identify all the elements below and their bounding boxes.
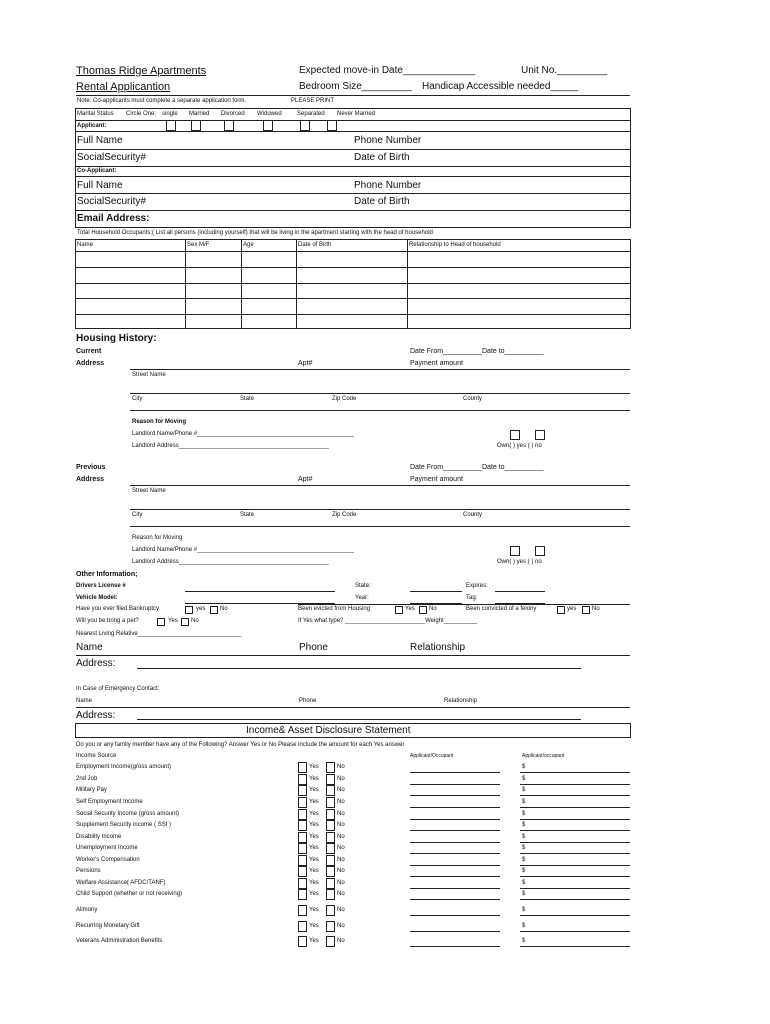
income-amount-line-1[interactable] (410, 830, 500, 831)
income-item-label: Unemployment Income (76, 845, 138, 851)
income-no-checkbox[interactable] (326, 809, 335, 820)
license-state-label: State: (355, 583, 371, 589)
own-no-checkbox[interactable] (535, 430, 545, 440)
income-amount-line-1[interactable] (410, 819, 500, 820)
landlord-address-field[interactable]: Landlord Address_____________________________________________ (132, 443, 329, 449)
occupants-table (75, 239, 631, 329)
applicant-dob-field[interactable]: Date of Birth (354, 152, 410, 163)
income-dollar-sign: $ (522, 938, 526, 944)
previous-own-yes-checkbox[interactable] (510, 546, 520, 556)
column-header-name: Name (77, 242, 94, 248)
table-row-rule (75, 298, 631, 299)
income-amount-line-1[interactable] (410, 772, 500, 773)
marital-checkbox-separated[interactable] (300, 120, 310, 131)
reason-for-moving-field[interactable]: Reason for Moving (132, 419, 187, 425)
income-no-label: No (337, 845, 345, 851)
income-amount-line-1[interactable] (410, 888, 500, 889)
income-question: Do you or any family member have any of the Following? Answer Yes or No Please include the amount for each Yes answer (76, 742, 405, 748)
income-dollar-sign: $ (522, 857, 526, 863)
marital-option-single[interactable]: single (162, 111, 178, 117)
vehicle-year-label: Year: (355, 595, 369, 601)
circle-one-label: Circle One: (126, 111, 157, 117)
co-applicant-phone-field[interactable]: Phone Number (354, 180, 422, 191)
felony-no-checkbox[interactable] (582, 606, 590, 614)
income-no-checkbox[interactable] (326, 762, 335, 773)
evicted-no-checkbox[interactable] (419, 606, 427, 614)
grid-rule (75, 131, 631, 132)
income-no-checkbox[interactable] (326, 820, 335, 831)
co-applicant-note: Note: Co-applicants must complete a separate application form. (77, 98, 247, 104)
co-applicant-label: Co-Applicant: (77, 168, 117, 174)
income-amount-line-2[interactable] (520, 819, 630, 820)
income-no-label: No (337, 857, 345, 863)
previous-reason-for-moving-field[interactable]: Reason for Moving (132, 535, 183, 541)
income-yes-label: Yes (309, 907, 319, 913)
street-name-label: Street Name (132, 488, 166, 494)
handicap-field[interactable]: Handicap Accessible needed_____ (422, 81, 579, 92)
relative-phone-label: Phone (299, 642, 328, 653)
income-col-header-2: Applicant/occupant (522, 753, 565, 759)
income-yes-label: Yes (309, 923, 319, 929)
nearest-relative-field[interactable]: Nearest Living Relative_______________________________ (76, 631, 242, 637)
income-no-label: No (337, 938, 345, 944)
income-no-label: No (337, 811, 345, 817)
bankruptcy-yes-checkbox[interactable] (185, 606, 193, 614)
table-row-rule (75, 283, 631, 284)
column-header-relationship: Relationship to Head of household (409, 242, 501, 248)
income-yes-checkbox[interactable] (298, 936, 307, 947)
vehicle-model-label: Vehicle Model: (76, 595, 118, 601)
previous-county-line[interactable] (130, 526, 630, 527)
relative-relationship-label: Relationship (410, 642, 466, 653)
income-no-checkbox[interactable] (326, 889, 335, 900)
marital-checkbox-divorced[interactable] (224, 120, 234, 131)
table-col-rule (241, 239, 242, 329)
column-header-dob: Date of Birth (298, 242, 332, 248)
current-city-line[interactable] (130, 393, 630, 394)
own-status-label: Own( ) yes ( ) no (497, 443, 542, 449)
income-no-checkbox[interactable] (326, 921, 335, 932)
income-dollar-sign: $ (522, 880, 526, 886)
income-yes-label: Yes (309, 834, 319, 840)
income-yes-label: Yes (309, 822, 319, 828)
income-yes-label: Yes (309, 764, 319, 770)
income-no-checkbox[interactable] (326, 866, 335, 877)
income-no-checkbox[interactable] (326, 797, 335, 808)
income-dollar-sign: $ (522, 776, 526, 782)
income-dollar-sign: $ (522, 923, 526, 929)
emergency-relationship-label: Relationship (444, 698, 478, 704)
income-yes-checkbox[interactable] (298, 809, 307, 820)
income-no-label: No (337, 822, 345, 828)
relative-rule (76, 655, 630, 656)
pet-yes-label: Yes (168, 618, 178, 624)
relative-address-label: Address: (76, 658, 116, 669)
income-amount-line-2[interactable] (520, 853, 630, 854)
previous-own-status-label: Own( ) yes ( ) no (497, 559, 542, 565)
previous-payment-label: Payment amount (410, 476, 463, 483)
evicted-label: Been evicted from Housing (298, 606, 371, 612)
income-dollar-sign: $ (522, 764, 526, 770)
license-expires-label: Expires: (466, 583, 488, 589)
emergency-contact-label: In Case of Emergency Contact: (76, 686, 160, 692)
income-amount-line-2[interactable] (520, 865, 630, 866)
applicant-full-name-field[interactable]: Full Name (77, 135, 123, 146)
emergency-address-label: Address: (76, 710, 116, 721)
income-item-label: Veterans Administration Benefits (76, 938, 163, 944)
evicted-yes-label: Yes (405, 606, 415, 612)
marital-checkbox-widowed[interactable] (263, 120, 273, 131)
income-amount-line-2[interactable] (520, 888, 630, 889)
income-source-label: Income Source (76, 753, 117, 759)
grid-rule (75, 210, 631, 211)
current-street-line[interactable] (130, 369, 630, 370)
current-payment-label: Payment amount (410, 360, 463, 367)
co-applicant-ssn-field[interactable]: SocialSecurity# (77, 196, 146, 207)
column-header-sex: Sex M/F (187, 242, 210, 248)
income-amount-line-1[interactable] (410, 807, 500, 808)
previous-label: Previous (76, 464, 106, 471)
income-yes-label: Yes (309, 787, 319, 793)
income-amount-line-1[interactable] (410, 842, 500, 843)
income-item-label: Disability Income (76, 834, 122, 840)
previous-date-range-field[interactable]: Date From__________Date to__________ (410, 464, 544, 471)
income-no-checkbox[interactable] (326, 774, 335, 785)
bankruptcy-no-label: No (220, 606, 228, 612)
income-amount-line-1[interactable] (410, 899, 500, 900)
income-item-label: Recurring Monetary Gift (76, 923, 140, 929)
income-item-label: Pensions (76, 868, 101, 874)
relative-address-line[interactable] (137, 668, 581, 669)
income-no-label: No (337, 923, 345, 929)
form-title: Rental Applicantion (76, 81, 171, 93)
emergency-address-line[interactable] (137, 719, 581, 720)
table-col-rule (185, 239, 186, 329)
income-dollar-sign: $ (522, 787, 526, 793)
income-amount-line-1[interactable] (410, 865, 500, 866)
income-no-label: No (337, 907, 345, 913)
state-label: State (240, 512, 255, 518)
drivers-license-label: Drivers License # (76, 583, 126, 589)
income-yes-checkbox[interactable] (298, 866, 307, 877)
bankruptcy-label: Have you ever filed Bankruptcy (76, 606, 160, 612)
applicant-ssn-field[interactable]: SocialSecurity# (77, 152, 146, 163)
income-yes-checkbox[interactable] (298, 785, 307, 796)
income-item-label: Alimony (76, 907, 98, 913)
income-yes-label: Yes (309, 799, 319, 805)
income-amount-line-2[interactable] (520, 842, 630, 843)
own-yes-checkbox[interactable] (510, 430, 520, 440)
income-no-label: No (337, 868, 345, 874)
income-yes-label: Yes (309, 845, 319, 851)
table-col-rule (296, 239, 297, 329)
current-date-range-field[interactable]: Date From__________Date to__________ (410, 348, 544, 355)
income-dollar-sign: $ (522, 834, 526, 840)
street-name-label: Street Name (132, 372, 166, 378)
income-item-label: Social Security Income (gross amount) (76, 811, 180, 817)
current-apt-label: Apt# (298, 360, 313, 367)
relative-name-label: Name (76, 642, 103, 653)
grid-rule (75, 176, 631, 177)
income-yes-label: Yes (309, 891, 319, 897)
marital-option-married[interactable]: Married (189, 111, 210, 117)
income-amount-line-2[interactable] (520, 795, 630, 796)
income-item-label: Supplement Security income ( SSI ) (76, 822, 172, 828)
previous-landlord-name-phone-field[interactable]: Landlord Name/Phone #_______________________________________________ (132, 547, 354, 553)
current-address-label: Address (76, 360, 105, 367)
header-rule (76, 95, 630, 96)
income-dollar-sign: $ (522, 811, 526, 817)
income-dollar-sign: $ (522, 822, 526, 828)
felony-yes-label: yes (567, 606, 577, 612)
income-no-checkbox[interactable] (326, 878, 335, 889)
income-amount-line-2[interactable] (520, 946, 630, 947)
income-item-label: Employment Income(gross amount) (76, 764, 172, 770)
income-amount-line-2[interactable] (520, 784, 630, 785)
income-yes-label: Yes (309, 880, 319, 886)
income-yes-checkbox[interactable] (298, 878, 307, 889)
marital-checkbox-never-married[interactable] (327, 120, 337, 131)
county-label: County (463, 396, 483, 402)
income-yes-checkbox[interactable] (298, 905, 307, 916)
table-col-rule (407, 239, 408, 329)
move-in-date-field[interactable]: Expected move-in Date_____________ (299, 65, 476, 76)
other-information-title: Other Information; (76, 571, 138, 578)
previous-address-label: Address (76, 476, 105, 483)
income-yes-label: Yes (309, 868, 319, 874)
income-amount-line-2[interactable] (520, 772, 630, 773)
income-amount-line-1[interactable] (410, 946, 500, 947)
income-no-checkbox[interactable] (326, 843, 335, 854)
income-yes-checkbox[interactable] (298, 797, 307, 808)
income-no-label: No (337, 880, 345, 886)
state-label: State (240, 396, 255, 402)
current-label: Current (76, 348, 102, 355)
license-expires-line[interactable] (495, 591, 545, 592)
pet-no-checkbox[interactable] (181, 618, 189, 626)
co-applicant-full-name-field[interactable]: Full Name (77, 180, 123, 191)
table-row-rule (75, 251, 631, 252)
income-amount-line-1[interactable] (410, 795, 500, 796)
income-item-label: Welfare Assistance( AFDC/TANF) (76, 880, 166, 886)
income-no-label: No (337, 764, 345, 770)
income-no-checkbox[interactable] (326, 855, 335, 866)
current-county-line[interactable] (130, 410, 630, 411)
marital-checkbox-married[interactable] (191, 120, 201, 131)
income-dollar-sign: $ (522, 907, 526, 913)
grid-rule (75, 193, 631, 194)
email-address-field[interactable]: Email Address: (77, 213, 150, 224)
income-yes-checkbox[interactable] (298, 832, 307, 843)
income-yes-label: Yes (309, 857, 319, 863)
income-amount-line-1[interactable] (410, 915, 500, 916)
marital-status-label: Marital Status (77, 111, 114, 117)
grid-rule (75, 166, 631, 167)
income-amount-line-2[interactable] (520, 931, 630, 932)
income-yes-label: Yes (309, 938, 319, 944)
felony-label: Been convicted of a felony (466, 606, 537, 612)
income-yes-checkbox[interactable] (298, 774, 307, 785)
income-amount-line-2[interactable] (520, 830, 630, 831)
pet-yes-checkbox[interactable] (157, 618, 165, 626)
income-col-header-1: Applicant/Occupant (410, 753, 454, 759)
city-label: City (132, 512, 143, 518)
previous-city-line[interactable] (130, 509, 630, 510)
felony-yes-checkbox[interactable] (557, 606, 565, 614)
income-yes-label: Yes (309, 811, 319, 817)
co-applicant-dob-field[interactable]: Date of Birth (354, 196, 410, 207)
zip-code-label: Zip Code (332, 396, 357, 402)
please-print-note: PLEASE PRINT (291, 98, 335, 104)
evicted-no-label: No (429, 606, 437, 612)
income-no-checkbox[interactable] (326, 832, 335, 843)
column-header-age: Age (243, 242, 254, 248)
income-dollar-sign: $ (522, 799, 526, 805)
landlord-name-phone-field[interactable]: Landlord Name/Phone #_______________________________________________ (132, 431, 354, 437)
housing-history-title: Housing History: (76, 333, 157, 344)
zip-code-label: Zip Code (332, 512, 357, 518)
applicant-phone-field[interactable]: Phone Number (354, 135, 422, 146)
grid-rule (75, 120, 631, 121)
city-label: City (132, 396, 143, 402)
bedroom-size-field[interactable]: Bedroom Size_________ (299, 81, 412, 92)
marital-option-widowed[interactable]: Widowed (257, 111, 282, 117)
income-yes-checkbox[interactable] (298, 820, 307, 831)
bankruptcy-yes-label: yes (196, 606, 206, 612)
income-amount-line-1[interactable] (410, 784, 500, 785)
pet-label: Will you be bring a pet? (76, 618, 139, 624)
income-dollar-sign: $ (522, 868, 526, 874)
income-dollar-sign: $ (522, 891, 526, 897)
grid-rule (75, 149, 631, 150)
income-section-title: Income& Asset Disclosure Statement (246, 725, 411, 736)
income-item-label: 2nd Job (76, 776, 98, 782)
income-yes-checkbox[interactable] (298, 921, 307, 932)
applicant-label: Applicant: (77, 123, 107, 129)
unit-number-field[interactable]: Unit No._________ (521, 65, 608, 76)
previous-own-no-checkbox[interactable] (535, 546, 545, 556)
income-amount-line-2[interactable] (520, 915, 630, 916)
previous-landlord-address-field[interactable]: Landlord Address_____________________________________________ (132, 559, 329, 565)
income-yes-label: Yes (309, 776, 319, 782)
emergency-name-label: Name (76, 698, 93, 704)
income-item-label: Worker's Compensation (76, 857, 140, 863)
income-amount-line-1[interactable] (410, 876, 500, 877)
income-no-label: No (337, 799, 345, 805)
income-yes-checkbox[interactable] (298, 889, 307, 900)
bankruptcy-no-checkbox[interactable] (210, 606, 218, 614)
table-row-rule (75, 267, 631, 268)
income-item-label: Child Support (whether or not receiving) (76, 891, 183, 897)
income-item-label: Military Pay (76, 787, 108, 793)
income-amount-line-1[interactable] (410, 931, 500, 932)
felony-no-label: No (592, 606, 600, 612)
emergency-rule (76, 707, 630, 708)
drivers-license-line[interactable] (185, 591, 335, 592)
income-no-label: No (337, 776, 345, 782)
marital-option-separated[interactable]: Separated (297, 111, 325, 117)
income-amount-line-1[interactable] (410, 853, 500, 854)
income-no-label: No (337, 787, 345, 793)
income-amount-line-2[interactable] (520, 876, 630, 877)
emergency-phone-label: Phone (299, 698, 317, 704)
felony-rule (298, 604, 630, 605)
marital-checkbox-single[interactable] (166, 120, 176, 131)
previous-street-line[interactable] (130, 485, 630, 486)
income-yes-checkbox[interactable] (298, 762, 307, 773)
income-yes-checkbox[interactable] (298, 855, 307, 866)
county-label: County (463, 512, 483, 518)
income-no-label: No (337, 834, 345, 840)
license-state-line[interactable] (410, 591, 462, 592)
evicted-yes-checkbox[interactable] (395, 606, 403, 614)
occupants-intro: Total Household Occupants:( List all persons (including yourself) that will be living in the apartment starting with the head of household (77, 230, 433, 236)
income-no-checkbox[interactable] (326, 905, 335, 916)
pet-no-label: No (191, 618, 199, 624)
marital-option-divorced[interactable]: Divorced (221, 111, 245, 117)
income-amount-line-2[interactable] (520, 899, 630, 900)
pet-type-weight-field[interactable]: If Yes what type? ________________________Weight__________ (298, 618, 478, 624)
income-item-label: Self Employment Income (76, 799, 143, 805)
property-name: Thomas Ridge Apartments (76, 65, 207, 77)
vehicle-tag-label: Tag: (466, 595, 478, 601)
income-dollar-sign: $ (522, 845, 526, 851)
previous-apt-label: Apt# (298, 476, 313, 483)
marital-option-never-married[interactable]: Never Married (337, 111, 376, 117)
income-no-label: No (337, 891, 345, 897)
income-no-checkbox[interactable] (326, 785, 335, 796)
income-no-checkbox[interactable] (326, 936, 335, 947)
income-amount-line-2[interactable] (520, 807, 630, 808)
table-row-rule (75, 314, 631, 315)
income-yes-checkbox[interactable] (298, 843, 307, 854)
